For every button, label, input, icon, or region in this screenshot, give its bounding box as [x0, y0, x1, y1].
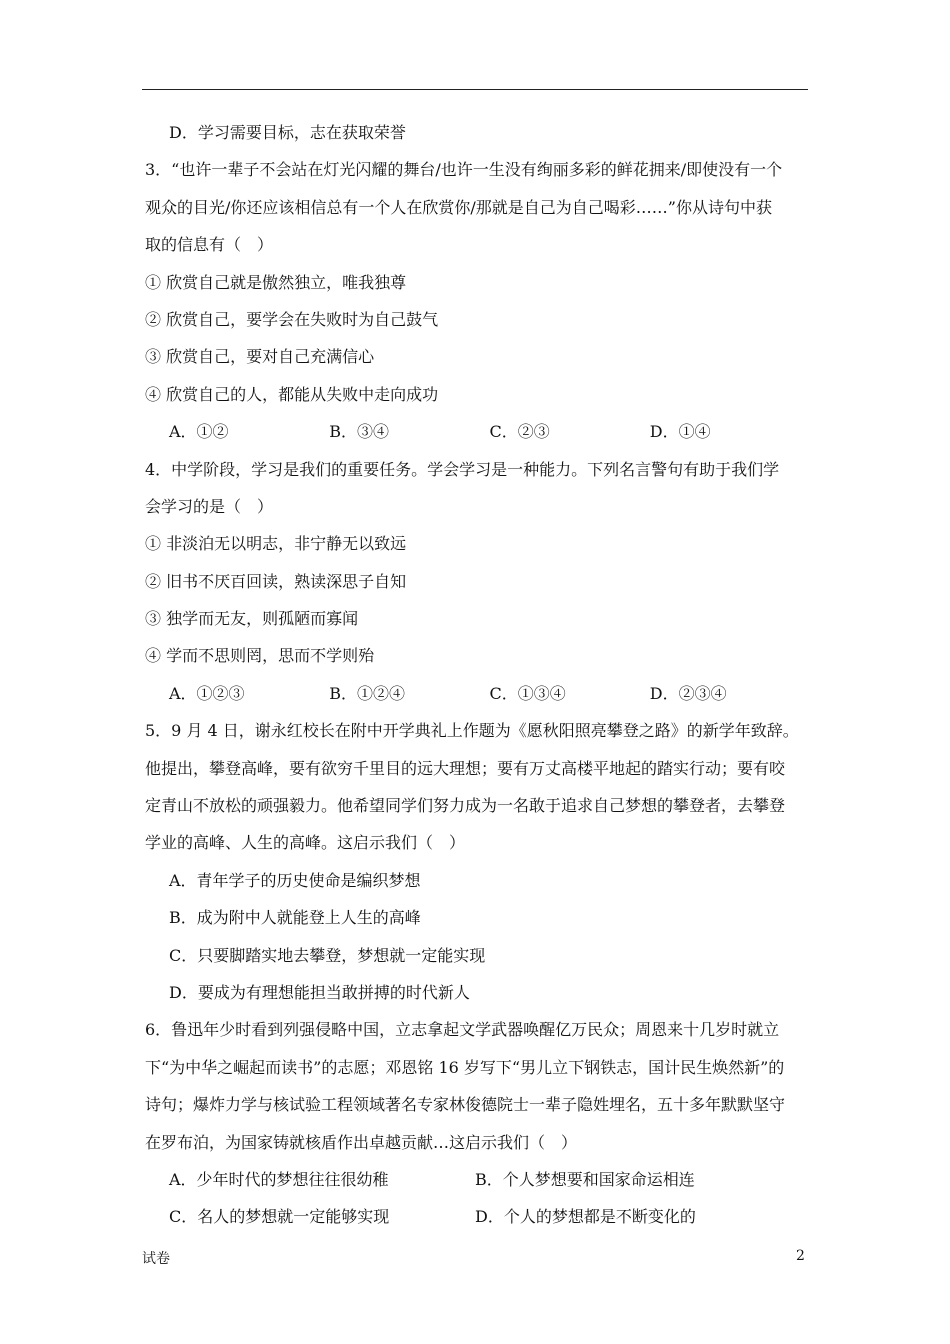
footer-label: 试卷 [142, 1251, 170, 1267]
q4-stem-line-1: 4．中学阶段，学习是我们的重要任务。学会学习是一种能力。下列名言警句有助于我们学 [145, 459, 780, 479]
q3-stem-line-3: 取的信息有（ ） [145, 235, 274, 255]
q4-option-a: A．①②③ [169, 683, 245, 703]
q3-stem-line-2: 观众的目光/你还应该相信总有一个人在欣赏你/那就是自己为自己喝彩……”你从诗句中获 [145, 197, 772, 217]
q4-option-b: B．①②④ [329, 683, 406, 703]
q6-stem-line-2: 下“为中华之崛起而读书”的志愿；邓恩铭 16 岁写下“男儿立下钢铁志，国计民生焕然新”的 [145, 1057, 785, 1077]
q5-option-a: A．青年学子的历史使命是编织梦想 [169, 870, 421, 890]
q6-stem-line-1: 6．鲁迅年少时看到列强侵略中国，立志拿起文学武器唤醒亿万民众；周恩来十几岁时就立 [145, 1020, 780, 1040]
q5-stem-line-4: 学业的高峰、人生的高峰。这启示我们（ ） [145, 833, 466, 853]
q3-stem-line-1: 3．“也许一辈子不会站在灯光闪耀的舞台/也许一生没有绚丽多彩的鲜花拥来/即使没有一个 [145, 160, 783, 180]
q4-statement-1: ① 非淡泊无以明志，非宁静无以致远 [145, 534, 407, 554]
q4-stem-line-2: 会学习的是（ ） [145, 496, 274, 516]
q5-stem-line-2: 他提出，攀登高峰，要有欲穷千里目的远大理想；要有万丈高楼平地起的踏实行动；要有咬 [145, 758, 786, 778]
q2-option-d: D．学习需要目标，志在获取荣誉 [169, 123, 406, 142]
q4-statement-2: ② 旧书不厌百回读，熟读深思子自知 [145, 571, 407, 591]
q5-option-d: D．要成为有理想能担当敢拼搏的时代新人 [169, 982, 470, 1002]
q4-option-d: D．②③④ [649, 683, 727, 703]
q6-stem-line-3: 诗句；爆炸力学与核试验工程领域著名专家林俊德院士一辈子隐姓埋名，五十多年默默坚守 [145, 1095, 786, 1115]
q6-options-row-2 [145, 1198, 810, 1235]
q3-statement-2: ② 欣赏自己，要学会在失败时为自己鼓气 [145, 309, 439, 329]
q6-option-d: D．个人的梦想都是不断变化的 [475, 1207, 696, 1227]
q4-option-c: C．①③④ [489, 683, 566, 703]
q6-stem-line-4: 在罗布泊，为国家铸就核盾作出卓越贡献…这启示我们（ ） [145, 1132, 578, 1152]
q5-stem-line-1: 5．9 月 4 日，谢永红校长在附中开学典礼上作题为《愿秋阳照亮攀登之路》的新学年致辞。 [145, 721, 799, 741]
q5-option-c: C．只要脚踏实地去攀登，梦想就一定能实现 [169, 945, 486, 965]
q6-options-row-1 [145, 1161, 810, 1198]
header-rule [142, 89, 808, 90]
q3-options [145, 413, 810, 450]
page-number: 2 [796, 1248, 805, 1264]
q5-stem-line-3: 定青山不放松的顽强毅力。他希望同学们努力成为一名敢于追求自己梦想的攀登者，去攀登 [145, 796, 786, 816]
q3-statement-1: ① 欣赏自己就是傲然独立，唯我独尊 [145, 272, 407, 292]
q5-option-b: B．成为附中人就能登上人生的高峰 [169, 908, 421, 928]
q4-statement-4: ④ 学而不思则罔，思而不学则殆 [145, 646, 375, 666]
q4-statement-3: ③ 独学而无友，则孤陋而寡闻 [145, 609, 359, 629]
q4-options [145, 675, 810, 712]
q3-option-c: C．②③ [489, 422, 550, 442]
q3-option-b: B．③④ [329, 422, 390, 442]
q6-option-a: A．少年时代的梦想往往很幼稚 [169, 1169, 389, 1189]
q3-option-a: A．①② [169, 422, 229, 442]
q3-option-d: D．①④ [649, 422, 711, 442]
exam-content [145, 114, 810, 1236]
q6-option-b: B．个人梦想要和国家命运相连 [475, 1169, 695, 1189]
q6-option-c: C．名人的梦想就一定能够实现 [169, 1207, 390, 1227]
q3-statement-3: ③ 欣赏自己，要对自己充满信心 [145, 347, 375, 367]
q3-statement-4: ④ 欣赏自己的人，都能从失败中走向成功 [145, 384, 439, 404]
